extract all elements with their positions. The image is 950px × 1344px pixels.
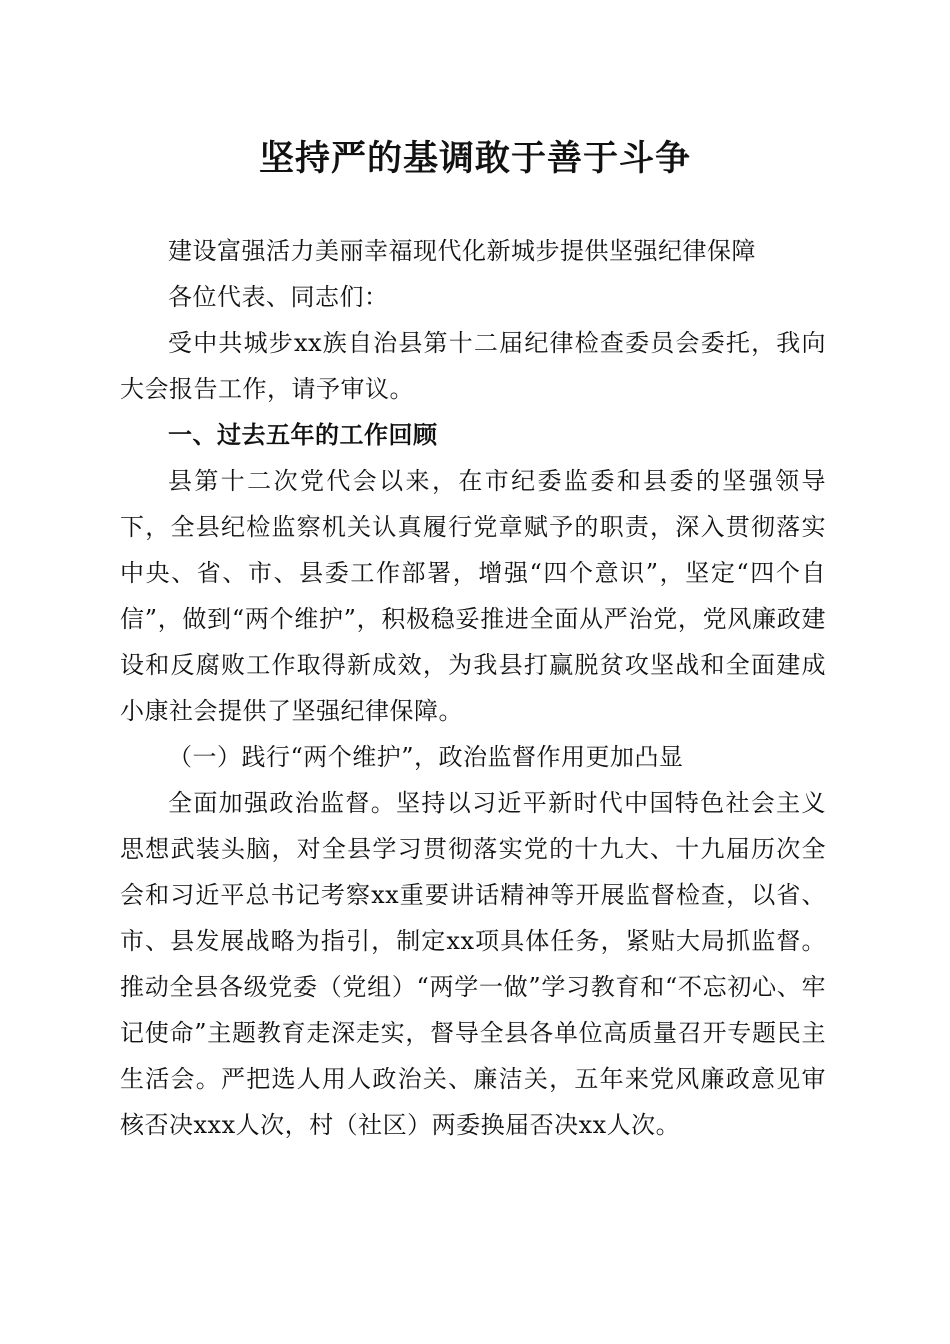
section-paragraph-1: 县第十二次党代会以来，在市纪委监委和县委的坚强领导下，全县纪检监察机关认真履行党章赋予的职责，深入贯彻落实中央、省、市、县委工作部署，增强“四个意识”，坚定“四个自信”，做到“两个维护”，积极稳妥推进全面从严治党，党风廉政建设和反腐败工作取得新成效，为我县打赢脱贫攻坚战和全面建成小康社会提供了坚强纪律保障。	[120, 467, 826, 725]
salutation: 各位代表、同志们：	[168, 283, 389, 311]
document-body	[120, 228, 826, 1148]
subsection-paragraph-1: 全面加强政治监督。坚持以习近平新时代中国特色社会主义思想武装头脑，对全县学习贯彻落实党的十九大、十九届历次全会和习近平总书记考察xx重要讲话精神等开展监督检查，以省、市、县发展战略为指引，制定xx项具体任务，紧贴大局抓监督。推动全县各级党委（党组）“两学一做”学习教育和“不忘初心、牢记使命”主题教育走深走实，督导全县各单位高质量召开专题民主生活会。严把选人用人政治关、廉洁关，五年来党风廉政意见审核否决xxx人次，村（社区）两委换届否决xx人次。	[120, 789, 826, 1139]
document-title: 坚持严的基调敢于善于斗争	[258, 138, 691, 179]
section-heading-1: 一、过去五年的工作回顾	[168, 421, 438, 449]
intro-paragraph: 受中共城步xx族自治县第十二届纪律检查委员会委托，我向大会报告工作，请予审议。	[120, 329, 826, 403]
document-subtitle: 建设富强活力美丽幸福现代化新城步提供坚强纪律保障	[168, 237, 756, 265]
subsection-heading-1: （一）践行“两个维护”，政治监督作用更加凸显	[168, 743, 684, 771]
